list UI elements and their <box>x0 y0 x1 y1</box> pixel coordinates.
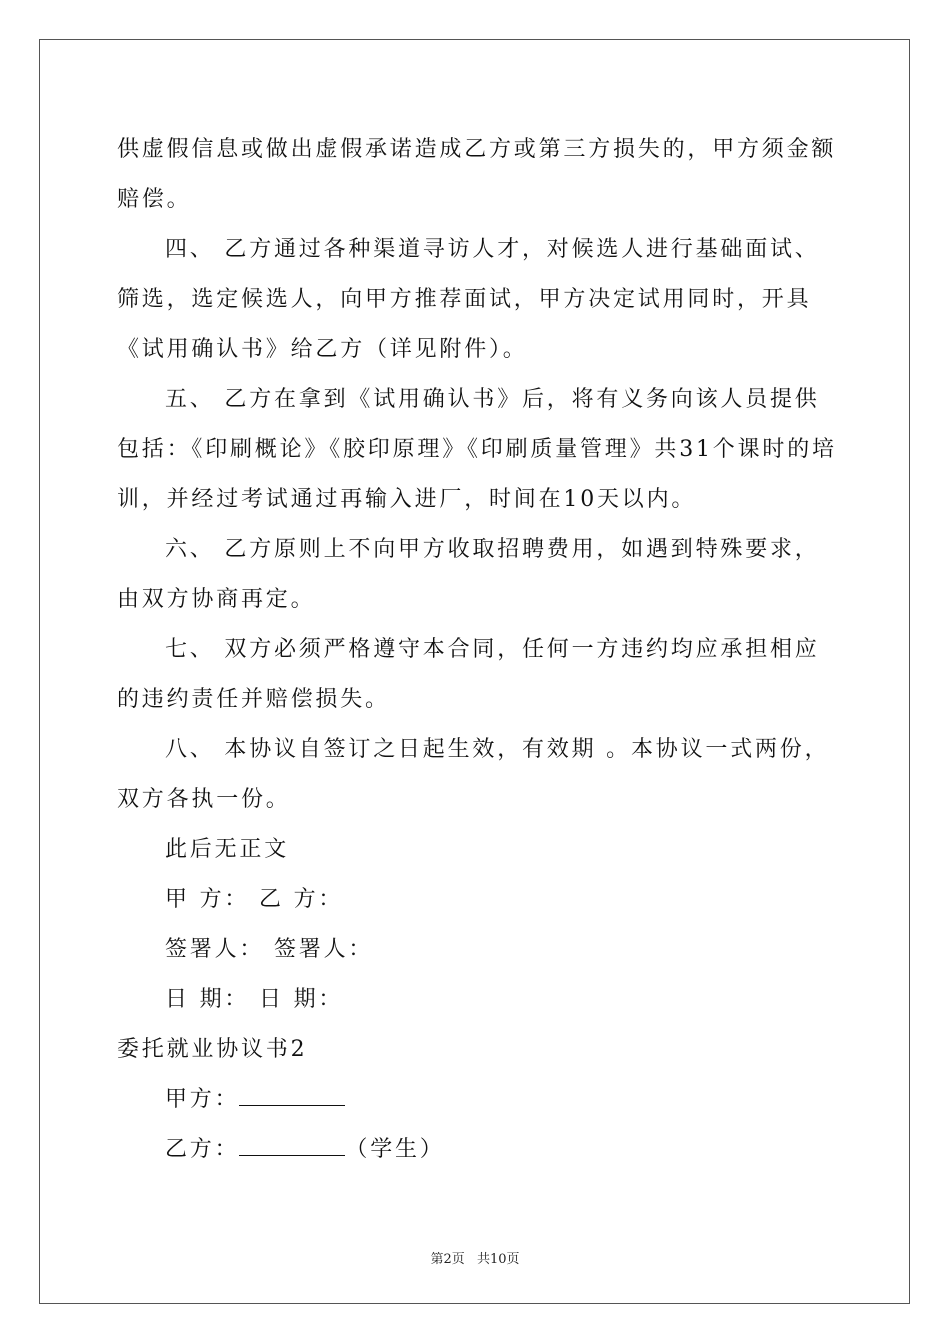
signatory-line: 签署人： 签署人： <box>165 937 374 962</box>
paragraph-4: 四、 乙方通过各种渠道寻访人才，对候选人进行基础面试、筛选，选定候选人，向甲方推荐面试，甲方决定试用同时，开具《试用确认书》给乙方（详见附件）。 <box>117 237 820 362</box>
party-a-blank <box>239 1087 345 1106</box>
party-b-line <box>117 1125 837 1175</box>
party-b-blank <box>239 1137 345 1156</box>
paragraph-6: 六、 乙方原则上不向甲方收取招聘费用，如遇到特殊要求，由双方协商再定。 <box>117 537 820 612</box>
page-footer <box>0 1248 950 1267</box>
paragraph-1: 供虚假信息或做出虚假承诺造成乙方或第三方损失的，甲方须金额赔偿。 <box>117 137 837 212</box>
parties-line: 甲 方： 乙 方： <box>165 887 344 912</box>
page-number: 第2页 <box>430 1252 465 1267</box>
paragraph-8: 八、 本协议自签订之日起生效，有效期 。本协议一式两份，双方各执一份。 <box>117 737 830 812</box>
paragraph-7: 七、 双方必须严格遵守本合同，任何一方违约均应承担相应的违约责任并赔偿损失。 <box>117 637 820 712</box>
paragraph-5: 五、 乙方在拿到《试用确认书》后，将有义务向该人员提供包括：《印刷概论》《胶印原理》《印刷质量管理》共31个课时的培训，并经过考试通过再输入进厂，时间在10天以内。 <box>117 387 837 512</box>
document-body <box>117 125 837 1175</box>
party-b-suffix: （学生） <box>345 1137 445 1162</box>
no-further-text: 此后无正文 <box>165 837 290 862</box>
section-title: 委托就业协议书2 <box>117 1037 308 1062</box>
party-a-label: 甲方： <box>165 1087 240 1112</box>
page-total: 共10页 <box>476 1252 520 1267</box>
date-line: 日 期： 日 期： <box>165 987 344 1012</box>
party-a-line <box>117 1075 837 1125</box>
party-b-label: 乙方： <box>165 1137 240 1162</box>
